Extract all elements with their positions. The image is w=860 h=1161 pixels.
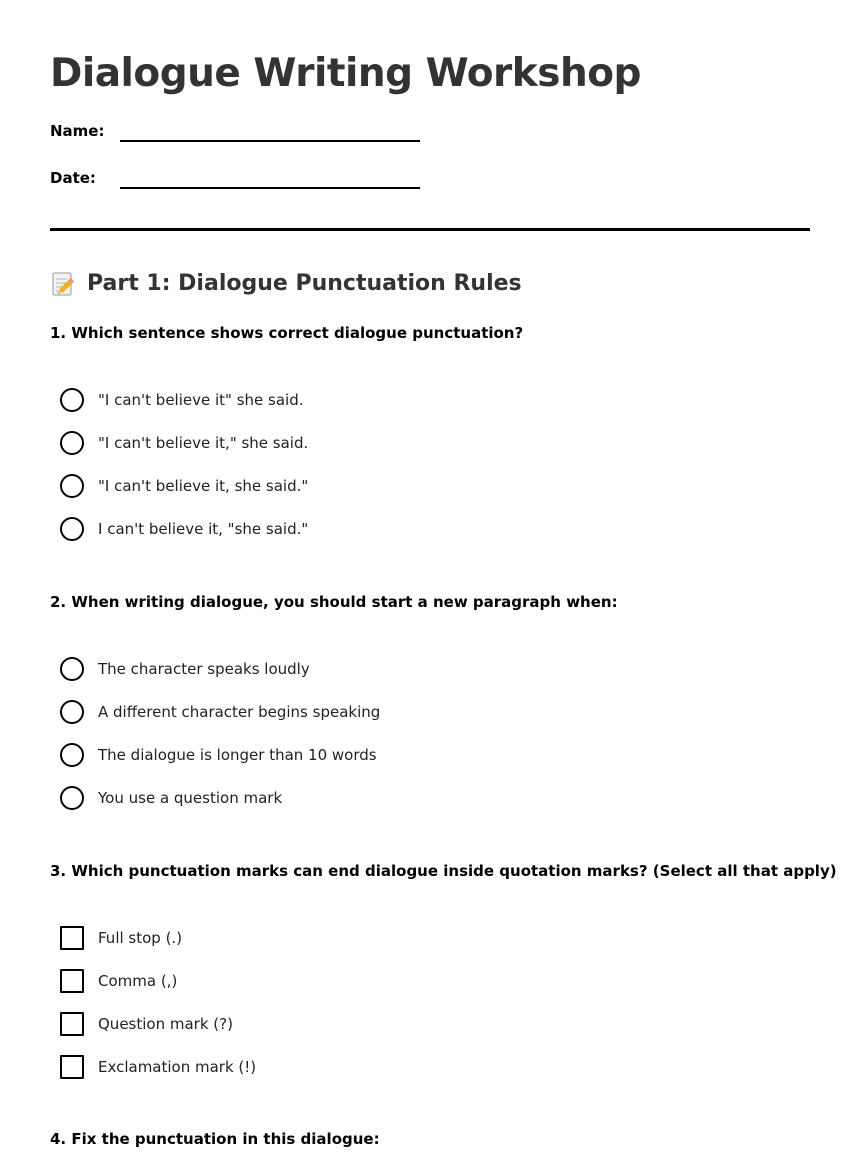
name-field	[50, 121, 470, 147]
question-1-text: 1. Which sentence shows correct dialogue punctuation?	[50, 324, 524, 342]
radio-button[interactable]	[60, 388, 84, 412]
date-field	[50, 168, 470, 194]
page-title: Dialogue Writing Workshop	[50, 51, 641, 96]
option-label: Question mark (?)	[98, 1015, 233, 1033]
option-label: Comma (,)	[98, 972, 178, 990]
radio-button[interactable]	[60, 431, 84, 455]
option-label: "I can't believe it" she said.	[98, 391, 304, 409]
radio-button[interactable]	[60, 517, 84, 541]
q3-option-2[interactable]	[60, 968, 177, 994]
date-input-line[interactable]	[120, 187, 420, 189]
checkbox[interactable]	[60, 1055, 84, 1079]
checkbox[interactable]	[60, 969, 84, 993]
q1-option-1[interactable]	[60, 387, 304, 413]
question-2-text: 2. When writing dialogue, you should start a new paragraph when:	[50, 593, 618, 611]
question-4-text: 4. Fix the punctuation in this dialogue:	[50, 1130, 380, 1148]
radio-button[interactable]	[60, 657, 84, 681]
name-label: Name:	[50, 122, 105, 140]
option-label: Full stop (.)	[98, 929, 183, 947]
q3-option-1[interactable]	[60, 925, 182, 951]
q2-option-4[interactable]	[60, 785, 282, 811]
option-label: Exclamation mark (!)	[98, 1058, 257, 1076]
checkbox[interactable]	[60, 1012, 84, 1036]
q1-option-4[interactable]	[60, 516, 308, 542]
date-label: Date:	[50, 169, 96, 187]
section-header	[50, 267, 522, 299]
option-label: The dialogue is longer than 10 words	[98, 746, 377, 764]
q1-option-2[interactable]	[60, 430, 308, 456]
question-3-text: 3. Which punctuation marks can end dialogue inside quotation marks? (Select all that apply)	[50, 862, 837, 880]
q3-option-4[interactable]	[60, 1054, 256, 1080]
section-title: Part 1: Dialogue Punctuation Rules	[87, 270, 522, 296]
q2-option-1[interactable]	[60, 656, 310, 682]
radio-button[interactable]	[60, 743, 84, 767]
radio-button[interactable]	[60, 700, 84, 724]
option-label: "I can't believe it, she said."	[98, 477, 309, 495]
option-label: A different character begins speaking	[98, 703, 381, 721]
checkbox[interactable]	[60, 926, 84, 950]
q3-option-3[interactable]	[60, 1011, 233, 1037]
radio-button[interactable]	[60, 786, 84, 810]
name-input-line[interactable]	[120, 140, 420, 142]
option-label: I can't believe it, "she said."	[98, 520, 309, 538]
option-label: You use a question mark	[98, 789, 283, 807]
q1-option-3[interactable]	[60, 473, 308, 499]
q2-option-2[interactable]	[60, 699, 380, 725]
option-label: "I can't believe it," she said.	[98, 434, 309, 452]
header-divider	[50, 228, 810, 231]
radio-button[interactable]	[60, 474, 84, 498]
memo-pencil-icon	[50, 269, 78, 297]
q2-option-3[interactable]	[60, 742, 377, 768]
option-label: The character speaks loudly	[98, 660, 310, 678]
